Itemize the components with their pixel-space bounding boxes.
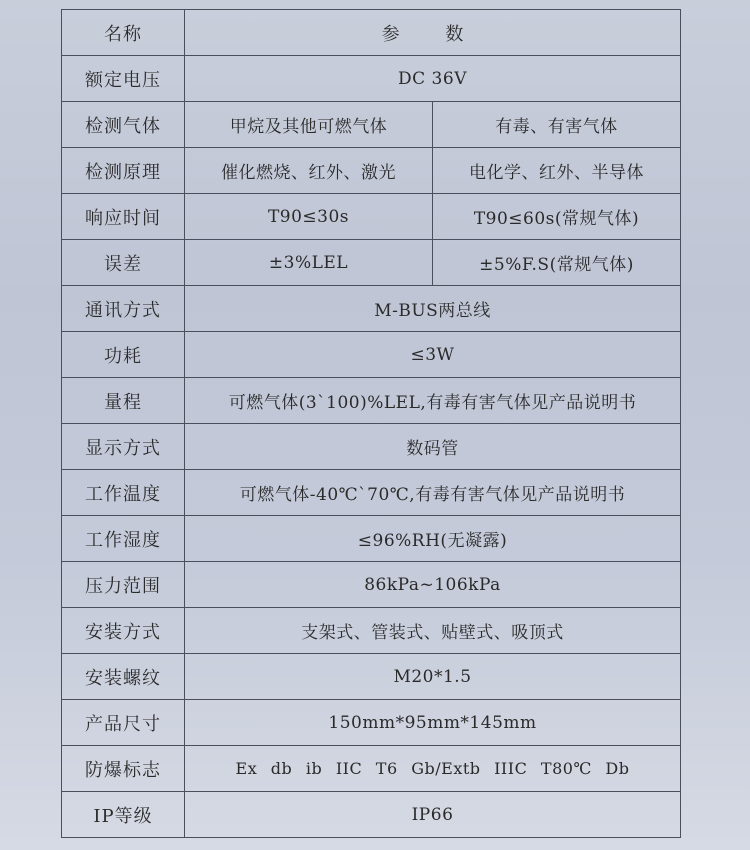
header-params-cell: 参 数	[185, 10, 681, 56]
row-value: 86kPa~106kPa	[185, 562, 681, 608]
table-row-response-time	[62, 194, 681, 240]
table-row-range	[62, 378, 681, 424]
table-row-operating-temperature	[62, 470, 681, 516]
table-row-operating-humidity	[62, 516, 681, 562]
row-value: 可燃气体(3`100)%LEL,有毒有害气体见产品说明书	[185, 378, 681, 424]
table-row-power	[62, 332, 681, 378]
spec-table	[61, 9, 681, 838]
row-label: 工作湿度	[62, 516, 185, 562]
table-row-explosion-proof-mark	[62, 746, 681, 792]
row-label: 通讯方式	[62, 286, 185, 332]
row-value-toxic: 电化学、红外、半导体	[433, 148, 681, 194]
row-label: 功耗	[62, 332, 185, 378]
row-value: DC 36V	[185, 56, 681, 102]
row-value: M20*1.5	[185, 654, 681, 700]
table-row-error	[62, 240, 681, 286]
row-value-toxic: 有毒、有害气体	[433, 102, 681, 148]
row-value-combustible: T90≤30s	[185, 194, 433, 240]
row-label: 量程	[62, 378, 185, 424]
row-value-toxic: T90≤60s(常规气体)	[433, 194, 681, 240]
row-value: 支架式、管装式、贴壁式、吸顶式	[185, 608, 681, 654]
table-row-ip-rating	[62, 792, 681, 838]
table-row-pressure-range	[62, 562, 681, 608]
row-label: 检测气体	[62, 102, 185, 148]
row-value-combustible: 催化燃烧、红外、激光	[185, 148, 433, 194]
row-value: IP66	[185, 792, 681, 838]
row-value: ≤96%RH(无凝露)	[185, 516, 681, 562]
row-value-toxic: ±5%F.S(常规气体)	[433, 240, 681, 286]
table-header-row	[62, 10, 681, 56]
row-label: 误差	[62, 240, 185, 286]
table-row-communication	[62, 286, 681, 332]
row-label: IP等级	[62, 792, 185, 838]
row-label: 防爆标志	[62, 746, 185, 792]
table-row-installation-thread	[62, 654, 681, 700]
row-label: 产品尺寸	[62, 700, 185, 746]
row-value: 可燃气体-40℃`70℃,有毒有害气体见产品说明书	[185, 470, 681, 516]
table-row-display	[62, 424, 681, 470]
row-label: 显示方式	[62, 424, 185, 470]
table-row-rated-voltage	[62, 56, 681, 102]
table-row-product-size	[62, 700, 681, 746]
row-label: 安装方式	[62, 608, 185, 654]
row-value: M-BUS两总线	[185, 286, 681, 332]
row-label: 压力范围	[62, 562, 185, 608]
row-value-combustible: 甲烷及其他可燃气体	[185, 102, 433, 148]
row-label: 检测原理	[62, 148, 185, 194]
header-name-cell: 名称	[62, 10, 185, 56]
row-label: 响应时间	[62, 194, 185, 240]
row-label: 安装螺纹	[62, 654, 185, 700]
row-value: 150mm*95mm*145mm	[185, 700, 681, 746]
row-value: Ex db ib IIC T6 Gb/Extb IIIC T80℃ Db	[185, 746, 681, 792]
row-value-combustible: ±3%LEL	[185, 240, 433, 286]
table-row-detection-principle	[62, 148, 681, 194]
row-label: 工作温度	[62, 470, 185, 516]
table-row-detected-gas	[62, 102, 681, 148]
row-label: 额定电压	[62, 56, 185, 102]
row-value: ≤3W	[185, 332, 681, 378]
table-row-installation-method	[62, 608, 681, 654]
row-value: 数码管	[185, 424, 681, 470]
